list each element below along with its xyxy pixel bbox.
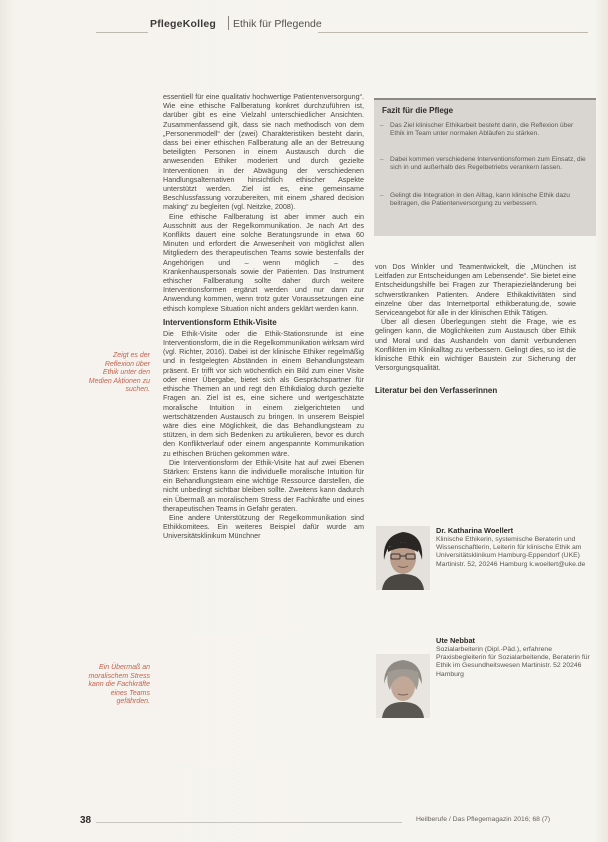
body-paragraph: Über all diesen Überlegungen steht die Frage, wie es gelingen kann, die Möglichkeiten zum Austausch über Ethik und Moral und das Aushandeln von damit verbundenen Konflikten im Klinikalltag zu verbessern. Gelingt dies, so ist die klinische Ethik ein wichtiger Baustein zur Sicherung der Versorgungsqualität. xyxy=(375,317,576,373)
fact-box-title: Fazit für die Pflege xyxy=(382,106,454,115)
section-heading: Interventionsform Ethik-Visite xyxy=(163,317,277,327)
author-photo xyxy=(376,654,430,718)
author-name: Ute Nebbat xyxy=(436,636,476,645)
author-card xyxy=(372,524,598,634)
body-paragraph: essentiell für eine qualitativ hochwertige Patientenversorgung“. Wie eine ethische Fallberatung konkret durchzuführen ist, darüber gibt es eine Vielzahl unterschiedlicher Ansichten. Zusammenfassend gilt, dass sie nach methodisch von dem „Personenmodell“ der (zwei) Charakteristiken besteht darin, dass bei einer ethischen Fallberatung alle an der Betreuung beteiligten Personen in einem Austausch durch die anwesenden Ethiker moderiert und durch gezielte Interventionen in der Abwägung der verschiedenen Handlungsalternativen hinsichtlich ethischer Aspekte unterstützt werden. Ziel ist es, eine gemeinsame Beschlussfassung vorzubereiten, mit einem „shared decision making“ zu begleiten (vgl. Neitzke, 2008). xyxy=(163,92,364,212)
header-rule-right xyxy=(318,32,588,33)
bullet-icon: – xyxy=(380,156,384,163)
footer-rule xyxy=(96,822,402,823)
page-number: 38 xyxy=(80,815,92,826)
side-quote: Zeigt es der Reflexion über Ethik unter den Medien Aktionen zu suchen. xyxy=(88,352,150,394)
author-name: Dr. Katharina Woellert xyxy=(436,526,514,535)
body-paragraph: Die Interventionsform der Ethik-Visite hat auf zwei Ebenen Stärken: Erstens kann die individuelle moralische Intuition für ein Behandlungsteam eine wichtige Ressource darstellen, die nicht unbedingt sichtbar bleiben sollte. Zweitens kann dadurch ein Übermaß an moralischem Stress der Fachkräfte und eines therapeutischen Teams in Gefahr geraten. xyxy=(163,457,364,513)
body-paragraph: Eine ethische Fallberatung ist aber immer auch ein Ausschnitt aus der Regelkommunikation. Je nach Art des Konflikts dauert eine solche Beratungsrunde in etwa 60 Minuten und erfordert die Anwesenheit von möglichst allen Mitgliedern des therapeutischen Teams sowie bestenfalls der Angehörigen und – wenn möglich – des Krankenhauspersonals sowie der Patienten. Das Instrument ethischer Fallberatung sollte daher durch weitere Interventionsformen ergänzt werden und nur dann zur Anwendung kommen, wenn trotz guter Voraussetzungen eine ethisch komplexe Situation nicht anders geklärt werden kann. xyxy=(163,211,364,313)
body-paragraph: Eine andere Unterstützung der Regelkommunikation sind Ethikkomitees. Ein weiteres Beispiel dafür wurde am Universitätsklinikum Münchner xyxy=(163,512,364,541)
author-card xyxy=(372,634,598,744)
right-text-column xyxy=(375,262,576,397)
author-photo xyxy=(376,526,430,590)
left-text-column xyxy=(163,92,364,541)
body-paragraph: von Dos Winkler und Teamentwickelt, die „München ist Leitfaden zur Entscheidungen am Lebensende“. Sie bietet eine Entscheidungshilfe bei Fragen zur Therapiezieländerung bei schwerstkranken Patienten. Andere Ethikaktivitäten sind einzelne über das Internetportal ethikberatung.de, sowie Serviceangebot für alle in der klinischen Ethik Tätigen. xyxy=(375,262,576,318)
journal-citation: Heilberufe / Das Pflegemagazin 2016; 68 (7) xyxy=(416,816,551,823)
fact-box-item: – Das Ziel klinischer Ethikarbeit besteht darin, die Reflexion über Ethik im Team unter normalen Abläufen zu stärken. xyxy=(380,122,574,138)
fact-box xyxy=(374,98,596,236)
author-bio: Sozialarbeiterin (Dipl.-Päd.), erfahrene Praxisbegleiterin für Sozialarbeitende, Beraterin für Ethik im Gesundheitswesen Martinistr. 52 20246 Hamburg xyxy=(436,646,590,678)
bullet-icon: – xyxy=(380,122,384,129)
fact-box-item: – Dabei kommen verschiedene Interventionsformen zum Einsatz, die sich in und außerhalb des Regelbetriebs verankern lassen. xyxy=(380,156,586,172)
body-paragraph: Die Ethik-Visite oder die Ethik-Stationsrunde ist eine Interventionsform, die in die Regelkommunikation wirksam wird (vgl. Richter, 2016). Dabei ist der klinische Ethiker regelmäßig und in festgelegten Abständen in einem Behandlungsteam präsent. Er trifft vor sich wöchentlich ein Bild zum einer Visite oder einer Übergabe, bietet sich als Gesprächspartner für ethische Themen an und regt den Ethikdialog durch gezielte Fragen an. Ziel ist es, eine sichere und wertgeschätzte moralische Intuition in einem zielgerichteten und wertschätzenden Austausch zu bringen. In unserem Beispiel wäre dies eine Möglichkeit, die das Behandlungsteam zu stützen, in dem sich Bedenken zu artikulieren, bevor es durch den Konfliktverlauf oder einem angespannte Kommunikation zu ethischen Brüchen gekommen wäre. xyxy=(163,328,364,458)
header-separator xyxy=(228,16,229,30)
literature-note: Literatur bei den Verfasserinnen xyxy=(375,386,498,396)
header-brand: PflegeKolleg xyxy=(150,18,216,30)
page-header xyxy=(0,14,608,34)
header-section: Ethik für Pflegende xyxy=(233,18,322,30)
side-quote: Ein Übermaß an moralischem Stress kann die Fachkräfte eines Teams gefährden. xyxy=(88,664,150,706)
bullet-icon: – xyxy=(380,192,384,199)
header-rule-left xyxy=(96,32,148,33)
author-bio: Klinische Ethikerin, systemische Beraterin und Wissenschaftlerin, Leiterin für klinische Ethik am Universitätsklinikum Hamburg-Eppendorf (UKE) Martinistr. 52, 20246 Hamburg k.woellert@uke.de xyxy=(436,536,586,568)
fact-box-item: – Gelingt die Integration in den Alltag, kann klinische Ethik dazu beitragen, die Patientenversorgung zu verbessern. xyxy=(380,192,570,208)
